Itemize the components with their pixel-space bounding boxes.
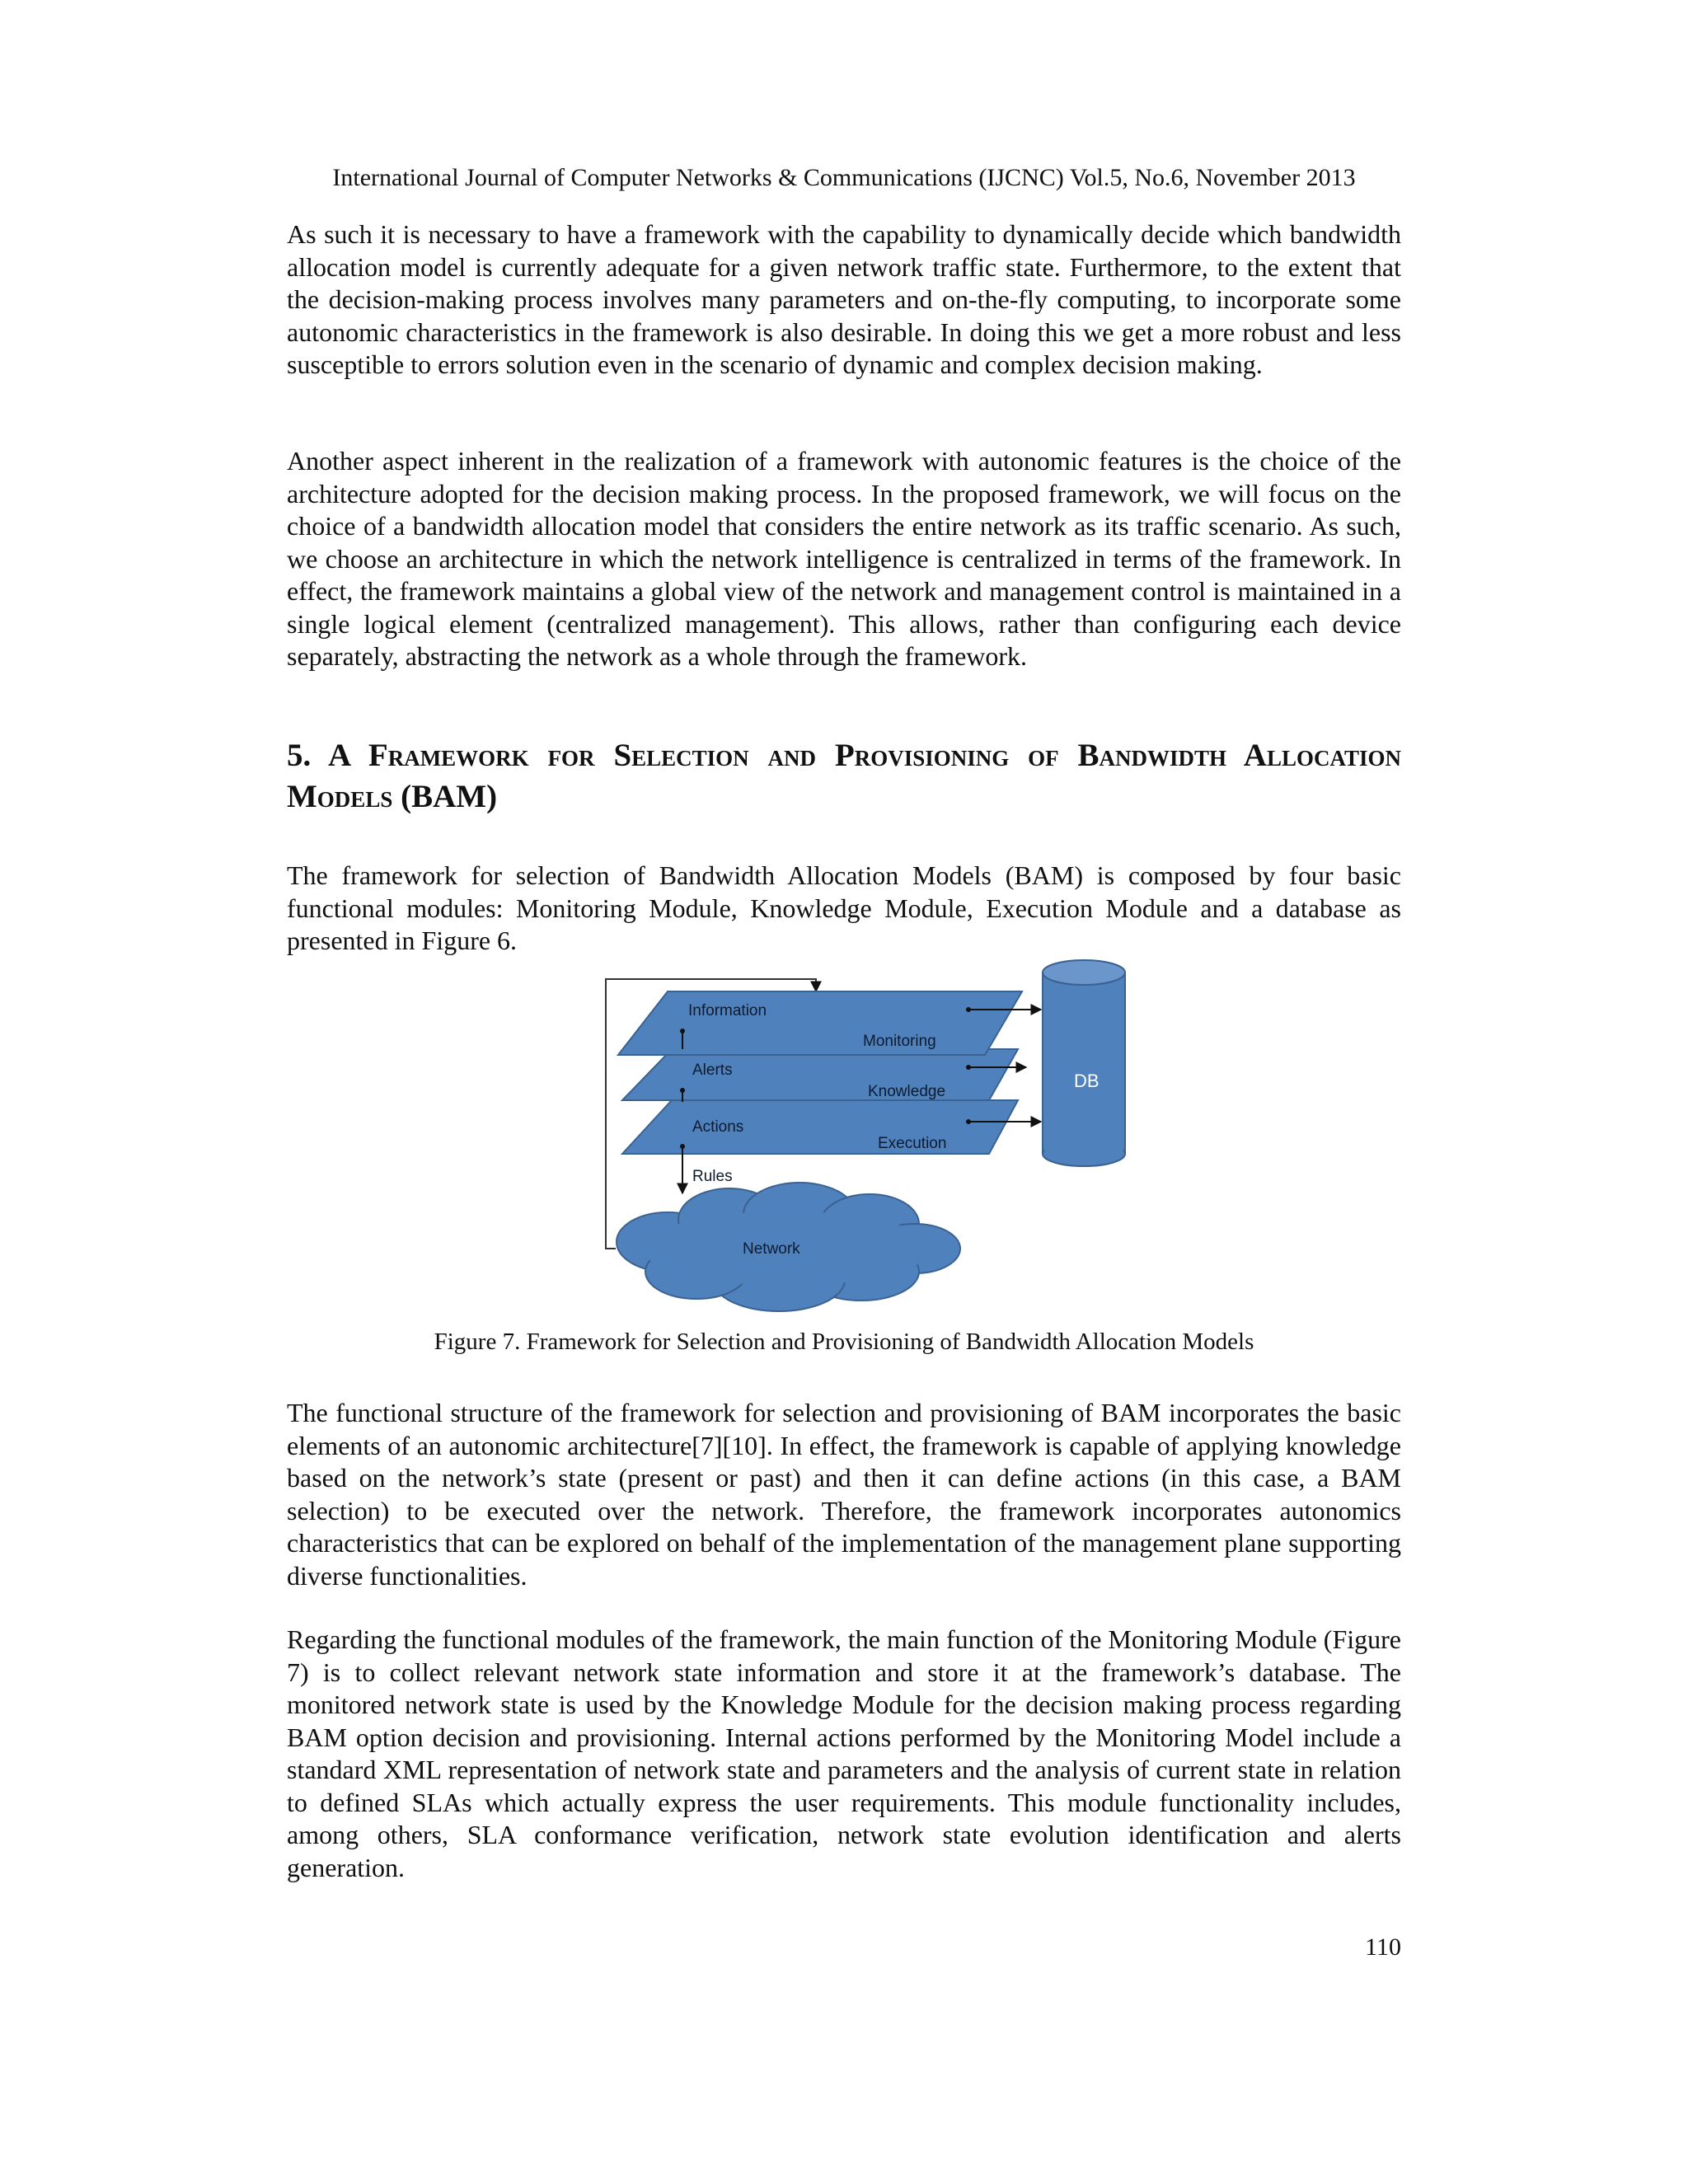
section-heading-text: 5. A Framework for Selection and Provisioning of Bandwidth Allocation Models (BAM) bbox=[287, 738, 1401, 814]
section-heading bbox=[287, 735, 1401, 818]
paragraph-3: The framework for selection of Bandwidth Allocation Models (BAM) is composed by four basic functional modules: Monitoring Module, Knowledge Module, Execution Module and a database as presented in Figure 6. bbox=[287, 860, 1401, 955]
framework-diagram bbox=[589, 952, 1133, 1319]
paragraph-1: As such it is necessary to have a framework with the capability to dynamically decide which bandwidth allocation model is currently adequate for a given network traffic state. Furthermore, to the extent that the decision-making process involves many parameters and on-the-fly computing, to incorporate some autonomic characteristics in the framework is also desirable. In doing this we get a more robust and less susceptible to errors solution even in the scenario of dynamic and complex decision making. bbox=[287, 219, 1401, 379]
information-label: Information bbox=[688, 1002, 767, 1019]
paragraph-2: Another aspect inherent in the realization of a framework with autonomic features is the choice of the architecture adopted for the decision making process. In the proposed framework, we will focus on the choice of a bandwidth allocation model that considers the entire network as its traffic scenario. As such, we choose an architecture in which the network intelligence is centralized in terms of the framework. In effect, the framework maintains a global view of the network and management control is maintained in a single logical element (centralized management). This allows, rather than configuring each device separately, abstracting the network as a whole through the framework. bbox=[287, 446, 1401, 671]
paragraph-5: Regarding the functional modules of the framework, the main function of the Monitoring Module (Figure 7) is to collect relevant network state information and store it at the framework’s database. The monitored network state is used by the Knowledge Module for the decision making process regarding BAM option decision and provisioning. Internal actions performed by the Monitoring Model include a standard XML representation of network state and parameters and the analysis of current state in relation to defined SLAs which actually express the user requirements. This module functionality includes, among others, SLA conformance verification, network state evolution identification and alerts generation. bbox=[287, 1624, 1401, 1882]
knowledge-label: Knowledge bbox=[868, 1083, 946, 1100]
execution-label: Execution bbox=[878, 1135, 947, 1152]
framework-figure bbox=[589, 952, 1133, 1319]
actions-label: Actions bbox=[692, 1118, 744, 1136]
db-label: DB bbox=[1074, 1071, 1100, 1091]
alerts-label: Alerts bbox=[692, 1062, 733, 1079]
network-label: Network bbox=[743, 1240, 800, 1258]
rules-label: Rules bbox=[692, 1168, 733, 1185]
monitoring-label: Monitoring bbox=[863, 1033, 936, 1050]
figure-caption: Figure 7. Framework for Selection and Provisioning of Bandwidth Allocation Models bbox=[434, 1329, 1254, 1355]
running-header: International Journal of Computer Networks & Communications (IJCNC) Vol.5, No.6, November 2013 bbox=[332, 164, 1356, 191]
page-number: 110 bbox=[1365, 1933, 1401, 1961]
monitoring-layer bbox=[618, 991, 1022, 1055]
database-cylinder bbox=[1043, 960, 1125, 1166]
paragraph-4: The functional structure of the framework for selection and provisioning of BAM incorporates the basic elements of an autonomic architecture[7][10]. In effect, the framework is capable of applying knowledge based on the network’s state (present or past) and then it can define actions (in this case, a BAM selection) to be executed over the network. Therefore, the framework incorporates autonomics characteristics that can be explored on behalf of the implementation of the management plane supporting diverse functionalities. bbox=[287, 1398, 1401, 1591]
